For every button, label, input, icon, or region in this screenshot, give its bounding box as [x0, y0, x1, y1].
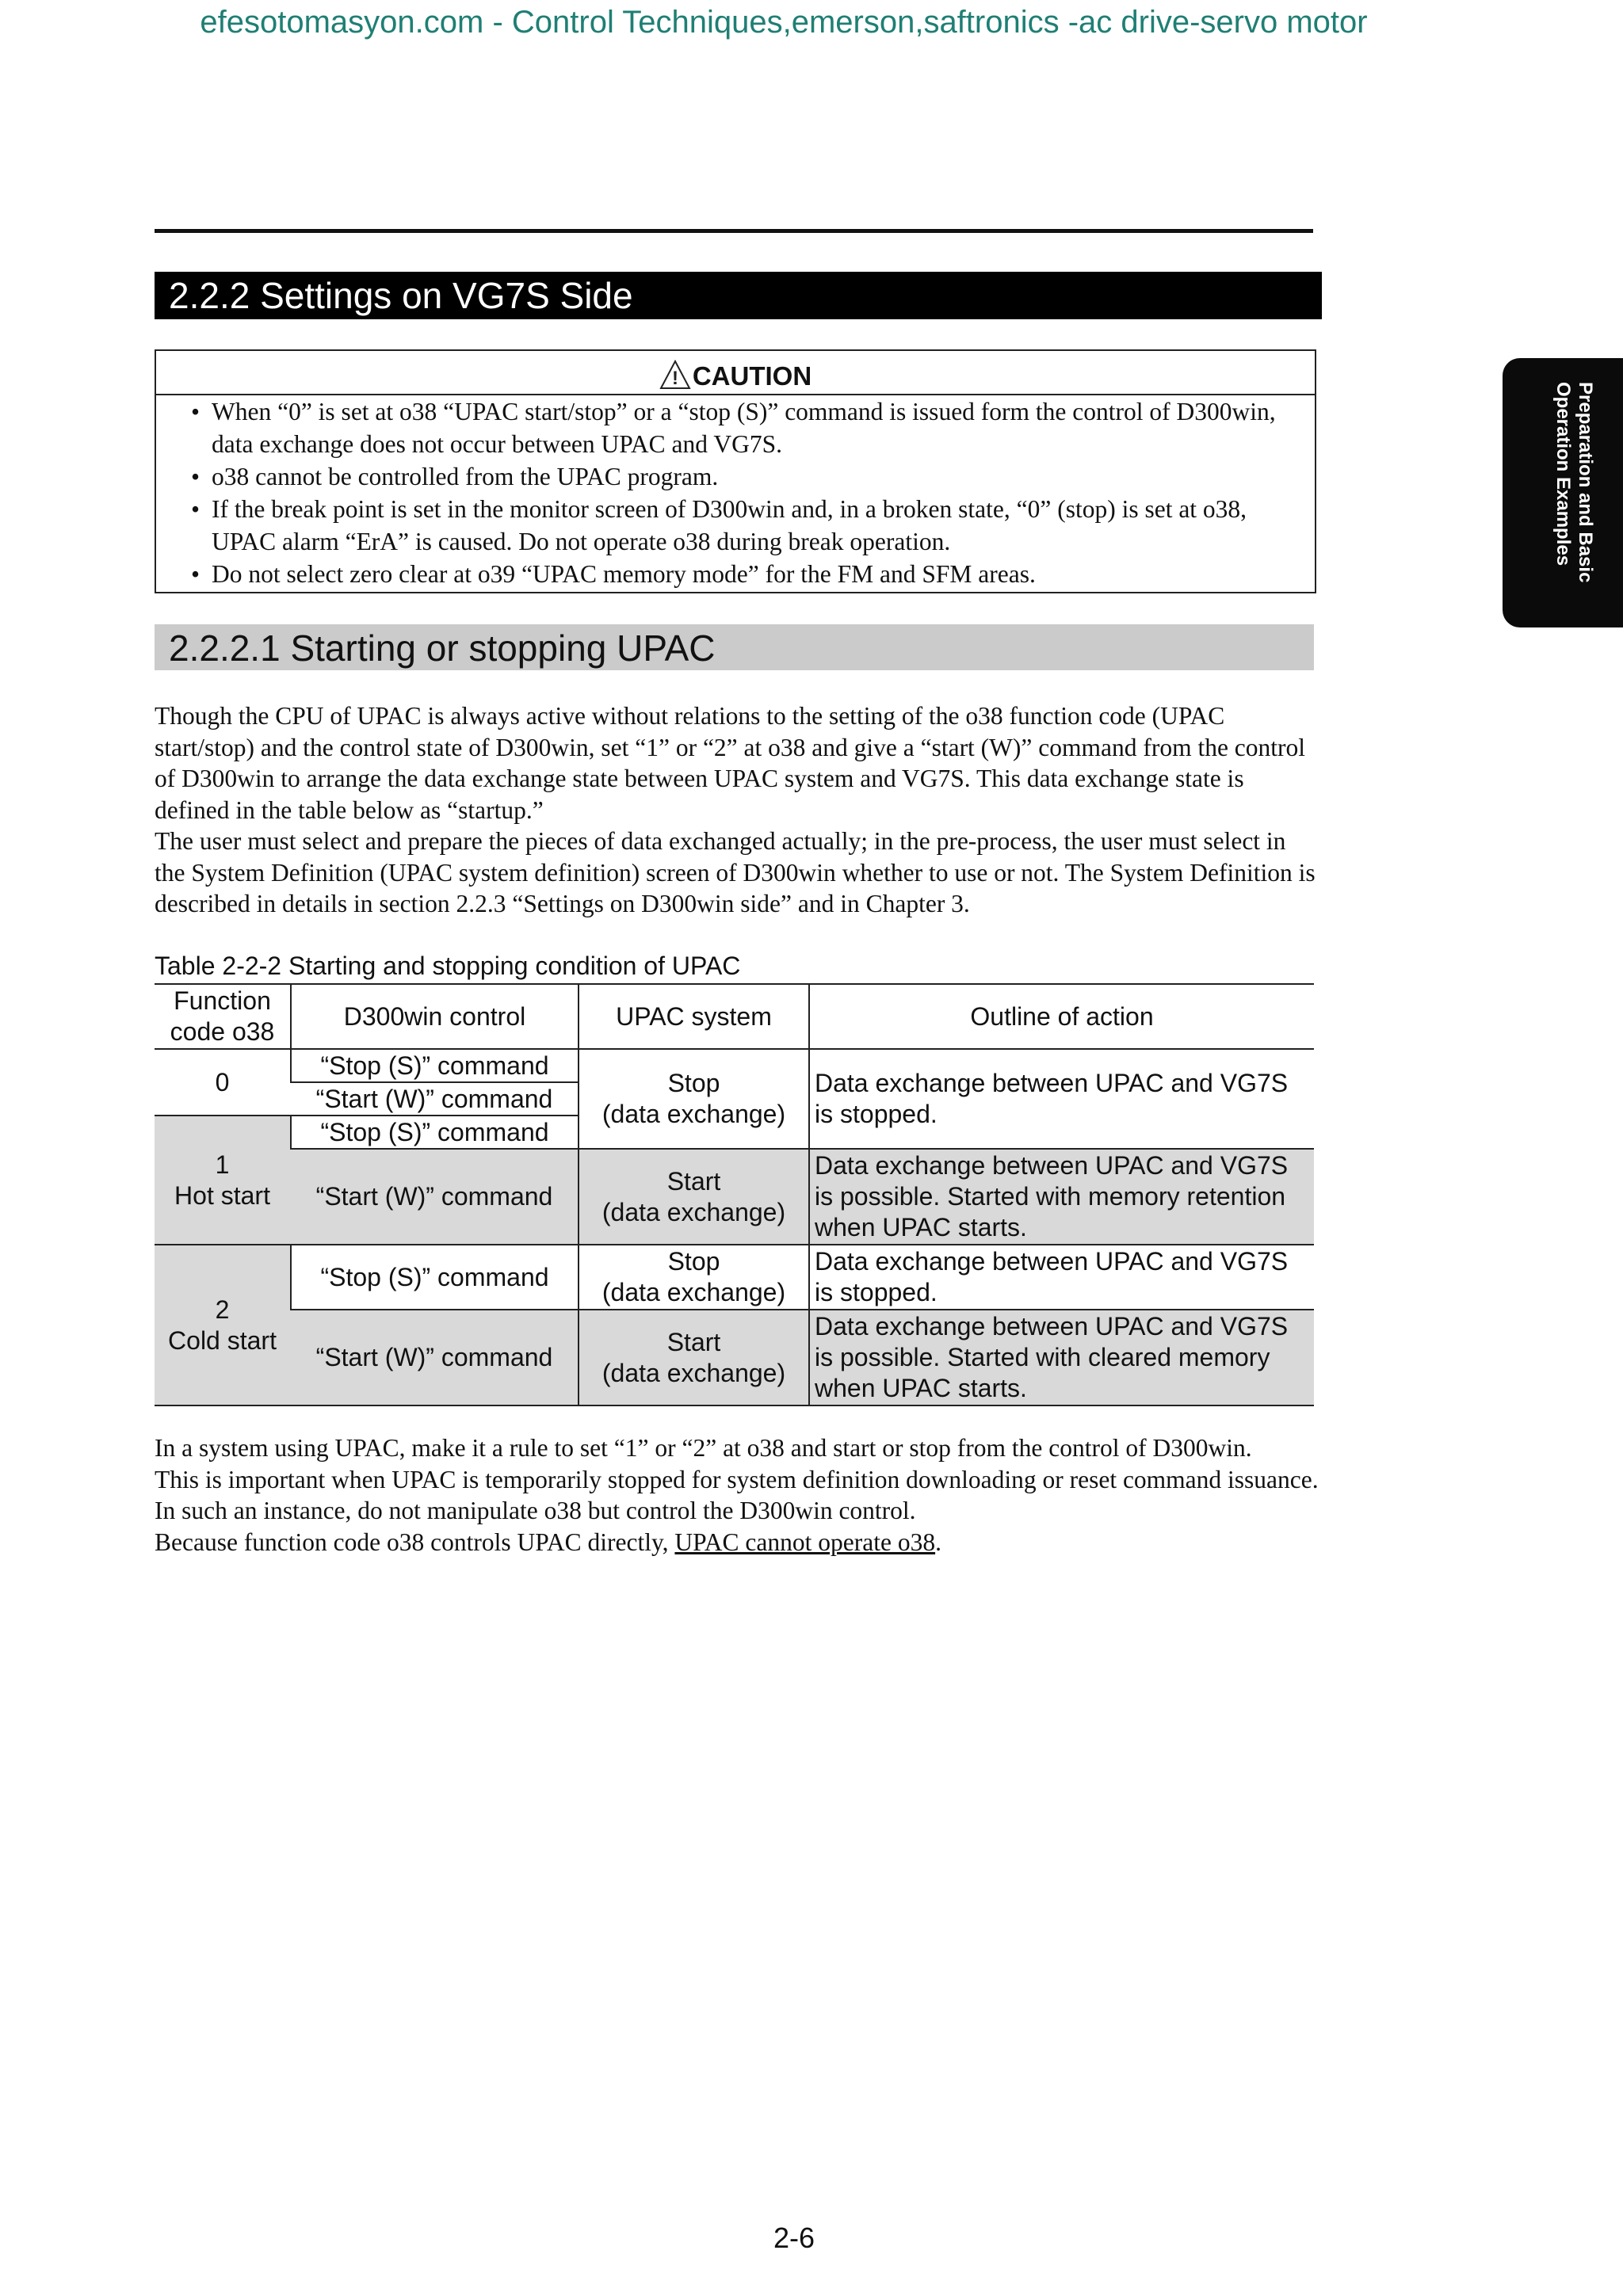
table-header-row — [155, 984, 1314, 1049]
cell-outline: Data exchange between UPAC and VG7S is possible. Started with memory retention when UPAC starts. — [809, 1149, 1314, 1245]
table-caption: Table 2-2-2 Starting and stopping condition of UPAC — [155, 952, 741, 980]
cell-outline: Data exchange between UPAC and VG7S is stopped. — [809, 1245, 1314, 1310]
cell-control: “Start (W)” command — [291, 1310, 579, 1405]
intro-paragraph: The user must select and prepare the pieces of data exchanged actually; in the pre-process, the user must select in the System Definition (UPAC system definition) screen of D300win whether to use or not. The System Definition is described in details in section 2.2.3 “Settings on D300win side” and in Chapter 3. — [155, 827, 1316, 917]
cell-code: 2 Cold start — [155, 1245, 291, 1405]
cell-outline: Data exchange between UPAC and VG7S is possible. Started with cleared memory when UPAC starts. — [809, 1310, 1314, 1405]
caution-list — [156, 395, 1315, 590]
caution-title: CAUTION — [692, 361, 812, 391]
cell-control: “Stop (S)” command — [291, 1116, 579, 1149]
closing-paragraph: In a system using UPAC, make it a rule to set “1” or “2” at o38 and start or stop from the control of D300win. — [155, 1434, 1252, 1462]
table-row — [155, 1245, 1314, 1310]
section-title: 2.2.2 Settings on VG7S Side — [155, 272, 1322, 319]
cell-system: Stop (data exchange) — [579, 1245, 809, 1310]
intro-text — [155, 700, 1319, 920]
closing-text-suffix: . — [935, 1527, 941, 1556]
header-rule — [155, 229, 1313, 233]
closing-text — [155, 1432, 1319, 1558]
table-row — [155, 1149, 1314, 1245]
cell-control: “Start (W)” command — [315, 1084, 553, 1113]
caution-box — [155, 349, 1316, 593]
closing-paragraph — [155, 1527, 1319, 1558]
header-outline: Outline of action — [809, 984, 1314, 1049]
page-number: 2-6 — [773, 2222, 815, 2254]
caution-item: • Do not select zero clear at o39 “UPAC memory mode” for the FM and SFM areas. — [156, 558, 1296, 590]
header-upac-system: UPAC system — [579, 984, 809, 1049]
caution-item: • o38 cannot be controlled from the UPAC program. — [156, 460, 1296, 493]
watermark: efesotomasyon.com - Control Techniques,emerson,saftronics -ac drive-servo motor — [200, 5, 1368, 40]
cell-control: “Stop (S)” command — [291, 1049, 579, 1082]
header-d300win-control: D300win control — [291, 984, 579, 1049]
closing-paragraph: This is important when UPAC is temporarily stopped for system definition downloading or reset command issuance. In such an instance, do not manipulate o38 but control the D300win control. — [155, 1465, 1319, 1524]
cell-code: 1 Hot start — [155, 1116, 291, 1245]
cell-control: “Stop (S)” command — [291, 1245, 579, 1310]
cell-system: Stop (data exchange) — [579, 1049, 809, 1149]
intro-paragraph: Though the CPU of UPAC is always active without relations to the setting of the o38 function code (UPAC start/stop) and the control state of D300win, set “1” or “2” at o38 and give a “start (W)” command from the control of D300win to arrange the data exchange state between UPAC system and VG7S. This data exchange state is defined in the table below as “startup.” — [155, 702, 1306, 824]
underlined-note: UPAC cannot operate o38 — [674, 1527, 936, 1556]
chapter-side-tab — [1503, 358, 1623, 627]
table-row — [155, 1049, 1314, 1082]
chapter-tab-line: Operation Examples — [1552, 382, 1574, 566]
svg-text:!: ! — [671, 368, 678, 389]
cell-code: 0 — [155, 1049, 291, 1116]
cell-system: Start (data exchange) — [579, 1149, 809, 1245]
subsection-title: 2.2.2.1 Starting or stopping UPAC — [155, 624, 1314, 670]
chapter-tab-line: Preparation and Basic — [1575, 382, 1596, 583]
caution-header — [156, 351, 1315, 395]
closing-text-prefix: Because function code o38 controls UPAC directly, — [155, 1527, 675, 1556]
caution-item: • When “0” is set at o38 “UPAC start/stop” or a “stop (S)” command is issued form the control of D300win, data exchange does not occur between UPAC and VG7S. — [156, 395, 1296, 460]
table-row — [155, 1310, 1314, 1405]
cell-control: “Start (W)” command — [291, 1149, 579, 1245]
chapter-tab-label — [1552, 382, 1596, 612]
header-function-code: Function code o38 — [155, 984, 291, 1049]
condition-table — [155, 983, 1314, 1406]
caution-item: • If the break point is set in the monitor screen of D300win and, in a broken state, “0” (stop) is set at o38, UPAC alarm “ErA” is caused. Do not operate o38 during break operation. — [156, 493, 1296, 558]
cell-system: Start (data exchange) — [579, 1310, 809, 1405]
cell-outline: Data exchange between UPAC and VG7S is stopped. — [809, 1049, 1314, 1149]
